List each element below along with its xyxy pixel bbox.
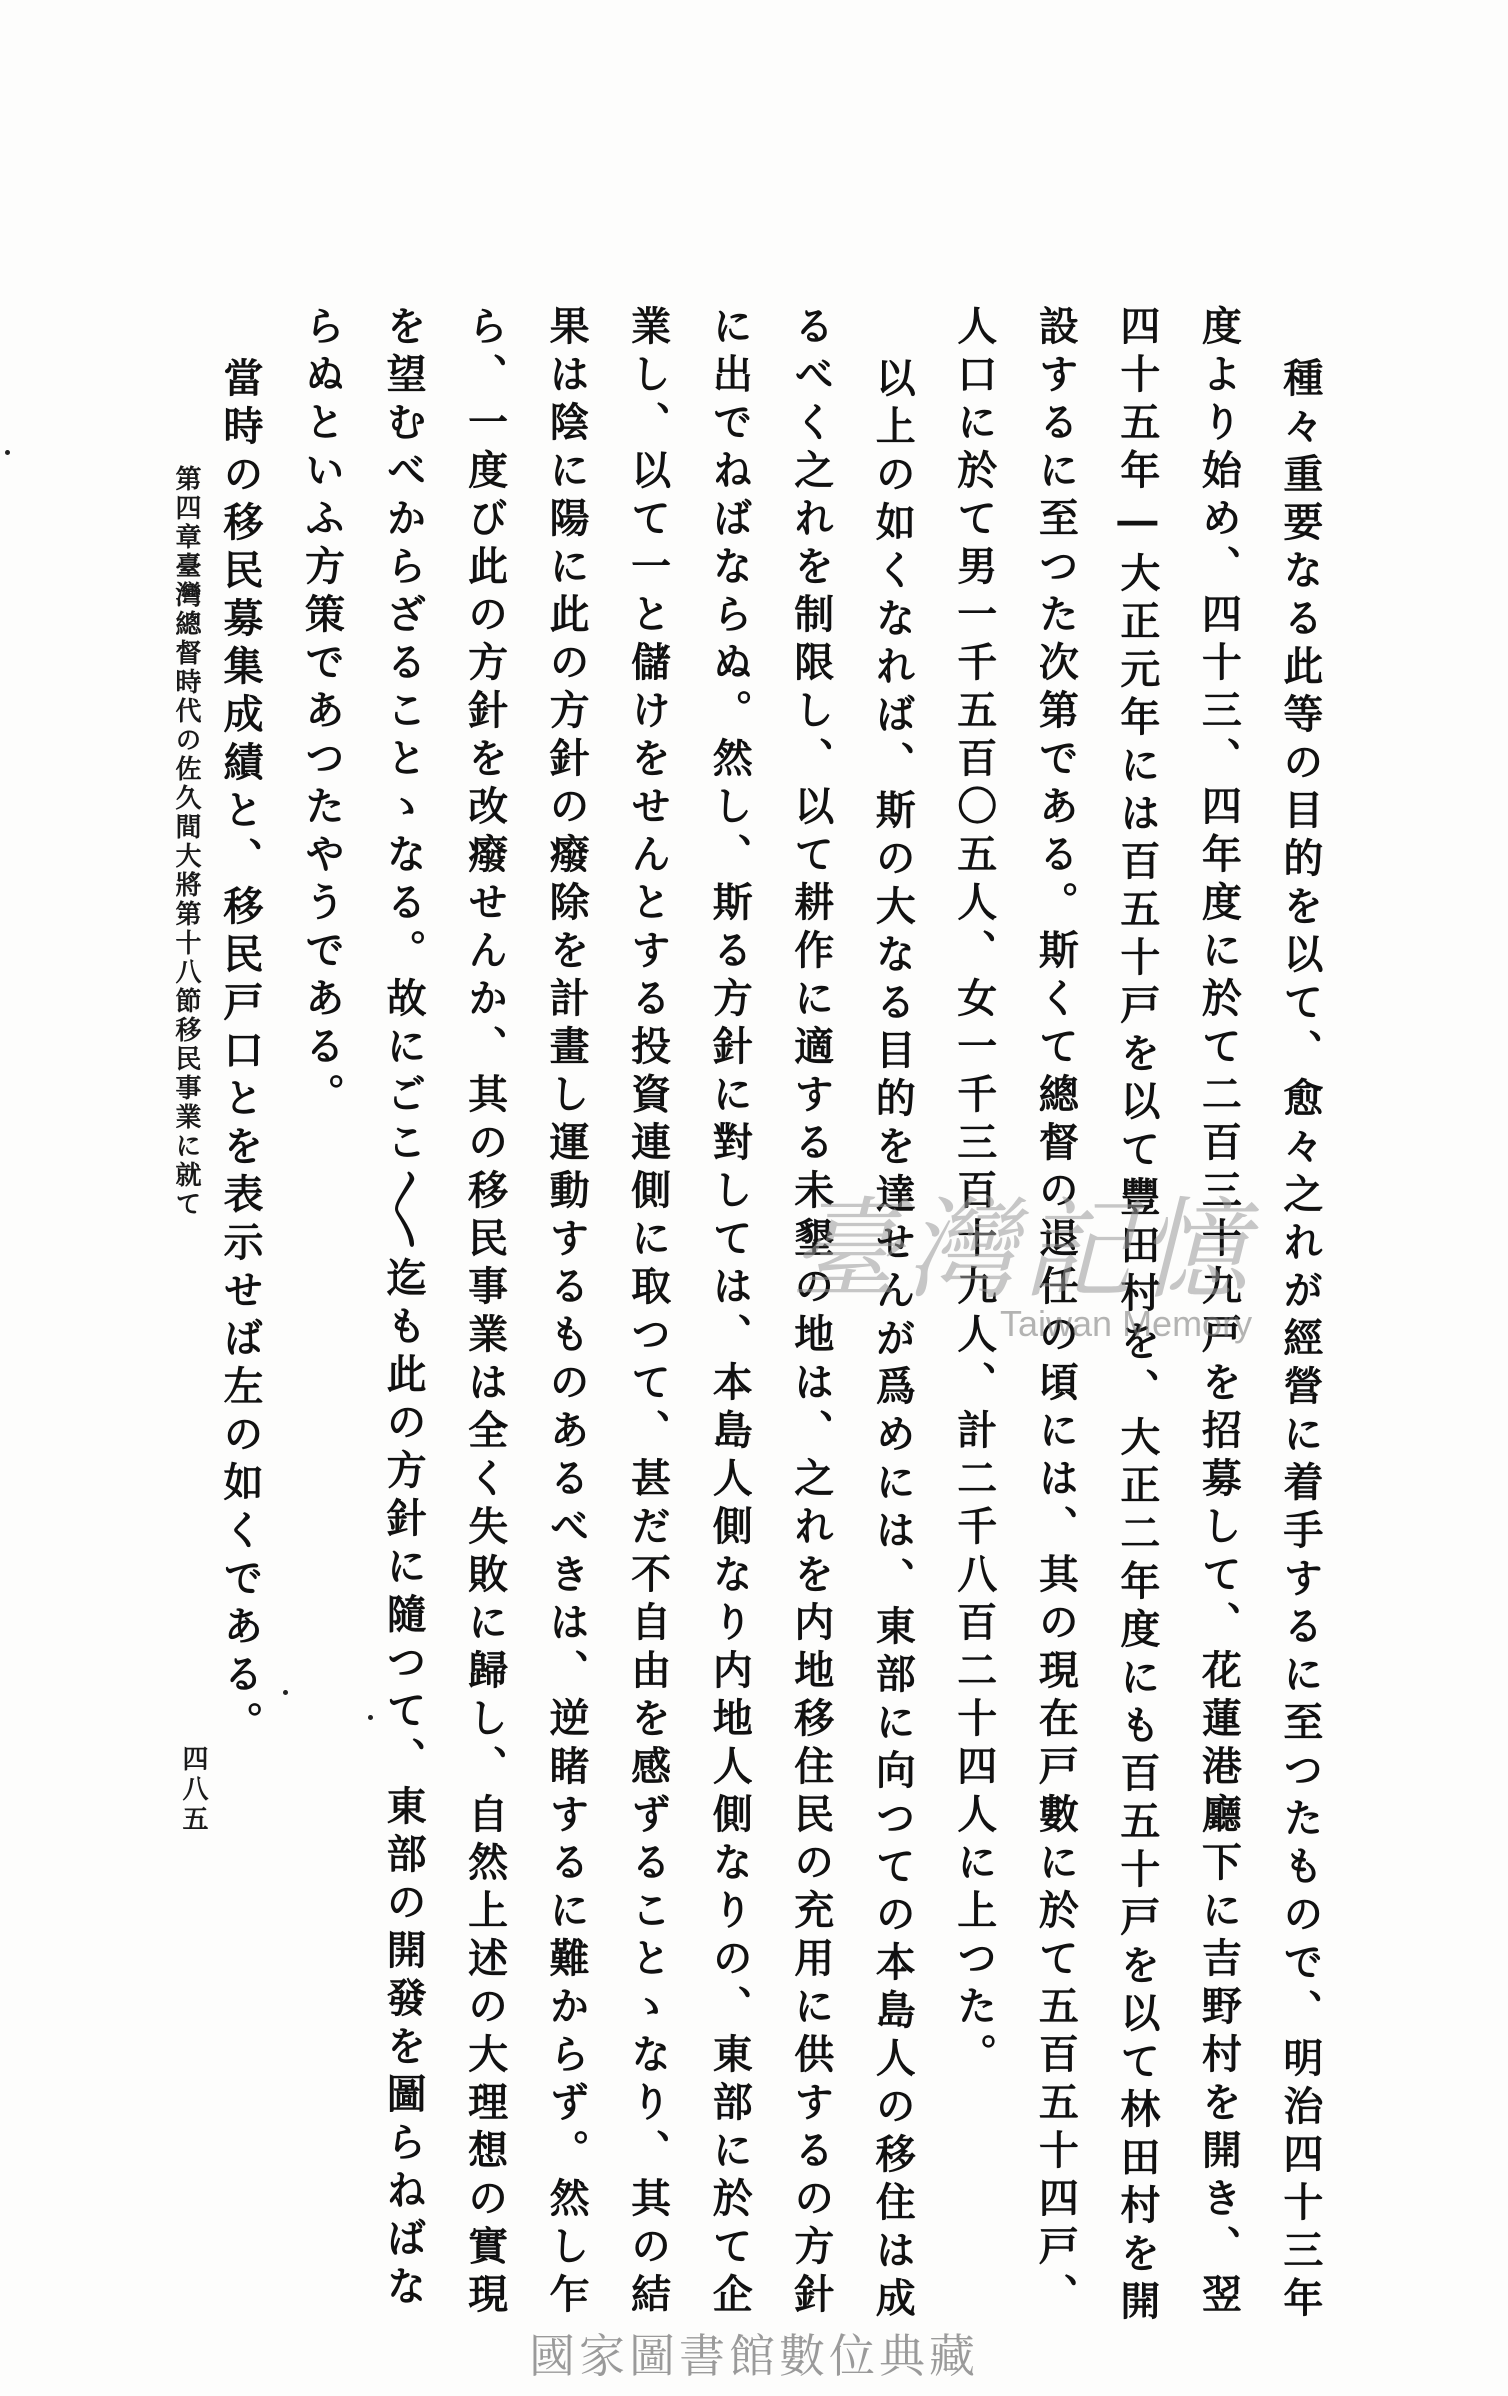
- text-line: 業し、以て一と儲けをせんとする投資連側に取つて、甚だ不自由を感ずることゝなり、其の結: [624, 305, 672, 2321]
- chapter-title: 臺灣總督時代の佐久間大將: [171, 552, 201, 900]
- text-line: 度より始め、四十三、四年度に於て二百三十九戸を招募して、花蓮港廳下に吉野村を開き、翌: [1195, 305, 1243, 2321]
- text-line: を望むべからざることゝなる。故にごこ〳〵迄も此の方針に隨つて、東部の開發を圖らねばな: [380, 305, 428, 2313]
- text-line: 人口に於て男一千五百〇五人、女一千三百十九人、計二千八百二十四人に上つた。: [950, 305, 998, 2081]
- text-line: ら、一度び此の方針を改癈せんか、其の移民事業は全く失敗に歸し、自然上述の大理想の實現: [461, 305, 509, 2321]
- running-head: [173, 465, 199, 1219]
- scan-speck: [368, 1715, 373, 1720]
- text-line: 當時の移民募集成績と、移民戸口とを表示せば左の如くである。: [217, 357, 264, 1749]
- text-line: 果は陰に陽に此の方針の癈除を計畫し運動するものあるべきは、逆睹するに難からず。然し乍: [543, 305, 591, 2321]
- text-line: らぬといふ方策であつたやうである。: [298, 305, 346, 1121]
- watermark-subtitle: Taiwan Memory: [1000, 1303, 1253, 1344]
- text-line: 以上の如くなれば、斯の大なる目的を達せんが爲めには、東部に向つての本島人の移住は成: [869, 357, 917, 2325]
- body-text: [217, 305, 1324, 2328]
- chapter-number: 第四章: [171, 465, 201, 552]
- text-line: 種々重要なる此等の目的を以て、愈々之れが經營に着手するに至つたもので、明治四十三年: [1276, 357, 1324, 2325]
- text-line: るべく之れを制限し、以て耕作に適する未墾の地は、之れを内地移住民の充用に供するの方針: [787, 305, 835, 2321]
- scan-speck: [283, 1690, 288, 1695]
- section-title: 移民事業に就て: [171, 1016, 201, 1219]
- text-line: 四十五年―大正元年には百五十戸を以て豐田村を、大正二年度にも百五十戸を以て林田村を開: [1113, 305, 1161, 2328]
- section-number: 第十八節: [171, 900, 201, 1016]
- page-number: 四八五: [178, 1745, 208, 1835]
- library-footer: 國家圖書館數位典藏: [529, 2329, 979, 2383]
- watermark-title: 臺灣記憶: [790, 1186, 1254, 1314]
- scan-speck: [5, 450, 10, 455]
- text-line: に出でねばならぬ。然し、斯る方針に對しては、本島人側なり内地人側なりの、東部に於て企: [706, 305, 754, 2321]
- text-line: 設するに至つた次第である。斯くて總督の退任の頃には、其の現在戸數に於て五百五十四戸、: [1032, 305, 1080, 2321]
